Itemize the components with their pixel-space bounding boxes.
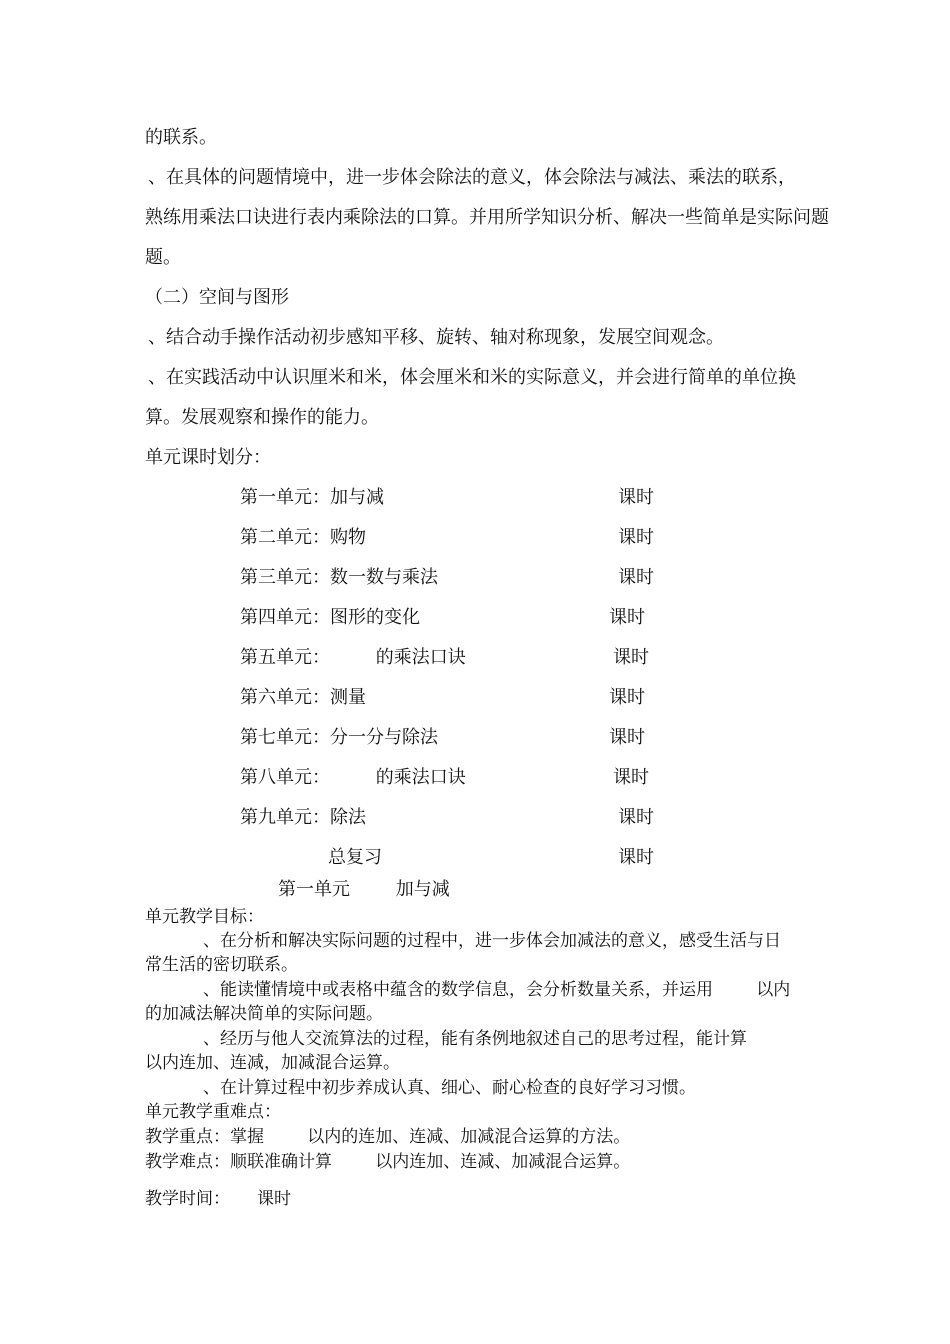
schedule-row-2 xyxy=(240,526,670,550)
unit1-key-point: 教学重点：掌握 以内的连加、连减、加减混合运算的方法。 xyxy=(145,1127,631,1147)
schedule-row-6 xyxy=(240,686,670,710)
section1-item2-line1: 、在具体的问题情境中，进一步体会除法的意义，体会除法与减法、乘法的联系， xyxy=(148,167,796,188)
schedule-row-label: 总复习 xyxy=(328,847,382,868)
schedule-row-3 xyxy=(240,566,670,590)
section1-item2-line2: 熟练用乘法口诀进行表内乘除法的口算。并用所学知识分析、解决一些简单是实际问题 xyxy=(145,207,829,228)
schedule-row-label: 第六单元：测量 xyxy=(240,687,366,708)
section2-item1: 、结合动手操作活动初步感知平移、旋转、轴对称现象，发展空间观念。 xyxy=(148,327,724,348)
unit1-goal1-line1: 、在分析和解决实际问题的过程中，进一步体会加减法的意义，感受生活与日 xyxy=(203,931,781,951)
unit1-goal4: 、在计算过程中初步养成认真、细心、耐心检查的良好学习习惯。 xyxy=(203,1078,696,1098)
unit1-teaching-time: 教学时间： 课时 xyxy=(145,1189,292,1209)
schedule-row-hours: 课时 xyxy=(618,487,654,508)
schedule-row-label: 第七单元：分一分与除法 xyxy=(240,727,438,748)
unit1-goals-heading: 单元教学目标： xyxy=(145,907,264,927)
unit1-goal1-line2: 常生活的密切联系。 xyxy=(145,955,298,975)
schedule-row-label: 第二单元：购物 xyxy=(240,527,366,548)
schedule-row-label: 第八单元： 的乘法口诀 xyxy=(240,767,466,788)
unit1-keypoints-heading: 单元教学重难点： xyxy=(145,1102,281,1122)
schedule-row-1 xyxy=(240,486,670,510)
unit1-difficult-point: 教学难点：顺联准确计算 以内连加、连减、加减混合运算。 xyxy=(145,1152,631,1172)
unit1-goal2-line1: 、能读懂情境中或表格中蕴含的数学信息，会分析数量关系，并运用 以内 xyxy=(203,980,791,1000)
section1-item2-line3: 题。 xyxy=(145,247,181,268)
unit1-title: 第一单元 加与减 xyxy=(278,879,450,900)
schedule-row-hours: 课时 xyxy=(609,607,645,628)
schedule-row-hours: 课时 xyxy=(609,687,645,708)
schedule-row-label: 第三单元：数一数与乘法 xyxy=(240,567,438,588)
schedule-row-hours: 课时 xyxy=(613,647,649,668)
unit1-goal3-line2: 以内连加、连减，加减混合运算。 xyxy=(145,1053,400,1073)
schedule-row-hours: 课时 xyxy=(618,527,654,548)
schedule-row-review xyxy=(240,846,670,870)
schedule-row-label: 第九单元：除法 xyxy=(240,807,366,828)
section2-item2-line1: 、在实践活动中认识厘米和米，体会厘米和米的实际意义，并会进行简单的单位换 xyxy=(148,367,796,388)
section2-item2-line2: 算。发展观察和操作的能力。 xyxy=(145,407,379,428)
schedule-row-label: 第五单元： 的乘法口诀 xyxy=(240,647,466,668)
schedule-row-hours: 课时 xyxy=(609,727,645,748)
schedule-row-hours: 课时 xyxy=(618,567,654,588)
schedule-row-8 xyxy=(240,766,670,790)
schedule-row-7 xyxy=(240,726,670,750)
schedule-row-hours: 课时 xyxy=(618,807,654,828)
unit1-goal2-line2: 的加减法解决简单的实际问题。 xyxy=(145,1004,383,1024)
section1-line1: 的联系。 xyxy=(145,127,217,148)
schedule-row-hours: 课时 xyxy=(618,847,654,868)
schedule-heading: 单元课时划分： xyxy=(145,447,271,468)
schedule-row-hours: 课时 xyxy=(613,767,649,788)
schedule-row-9 xyxy=(240,806,670,830)
schedule-row-label: 第四单元：图形的变化 xyxy=(240,607,420,628)
section2-heading: （二）空间与图形 xyxy=(145,287,289,308)
schedule-row-label: 第一单元：加与减 xyxy=(240,487,384,508)
schedule-row-4 xyxy=(240,606,670,630)
unit1-goal3-line1: 、经历与他人交流算法的过程，能有条例地叙述自己的思考过程，能计算 xyxy=(203,1029,747,1049)
schedule-row-5 xyxy=(240,646,670,670)
